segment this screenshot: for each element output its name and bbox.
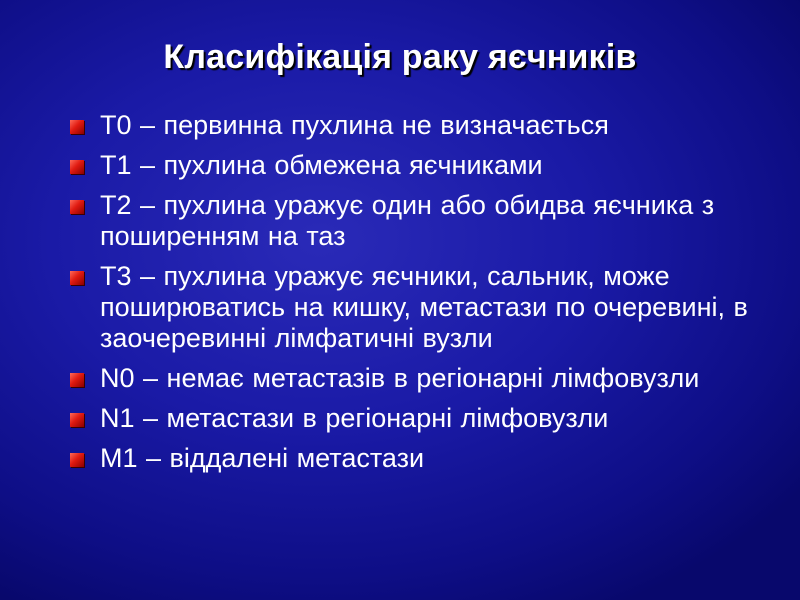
slide-title: Класифікація раку яєчників	[163, 38, 637, 76]
bullet-item	[70, 403, 770, 434]
bullet-text: T2 – пухлина уражує один або обидва яєчника з поширенням на таз	[100, 190, 715, 251]
red-square-bullet-icon	[70, 200, 84, 214]
bullet-text: N0 – немає метастазів в регіонарні лімфовузли	[100, 363, 700, 393]
bullet-text: M1 – віддалені метастази	[100, 443, 425, 473]
red-square-bullet-icon	[70, 120, 84, 134]
bullet-item	[70, 190, 770, 252]
bullet-text: N1 – метастази в регіонарні лімфовузли	[100, 403, 609, 433]
bullet-text: T0 – первинна пухлина не визначається	[100, 110, 609, 140]
red-square-bullet-icon	[70, 373, 84, 387]
bullet-text: T1 – пухлина обмежена яєчниками	[100, 150, 543, 180]
bullet-item	[70, 443, 770, 474]
bullet-list	[70, 110, 770, 483]
bullet-item	[70, 150, 770, 181]
bullet-text: T3 – пухлина уражує яєчники, сальник, може поширюватись на кишку, метастази по очеревині, в заочеревинні лімфатичні вузли	[100, 261, 748, 353]
red-square-bullet-icon	[70, 160, 84, 174]
red-square-bullet-icon	[70, 271, 84, 285]
bullet-item	[70, 110, 770, 141]
bullet-item	[70, 363, 770, 394]
bullet-item	[70, 261, 770, 354]
red-square-bullet-icon	[70, 413, 84, 427]
red-square-bullet-icon	[70, 453, 84, 467]
